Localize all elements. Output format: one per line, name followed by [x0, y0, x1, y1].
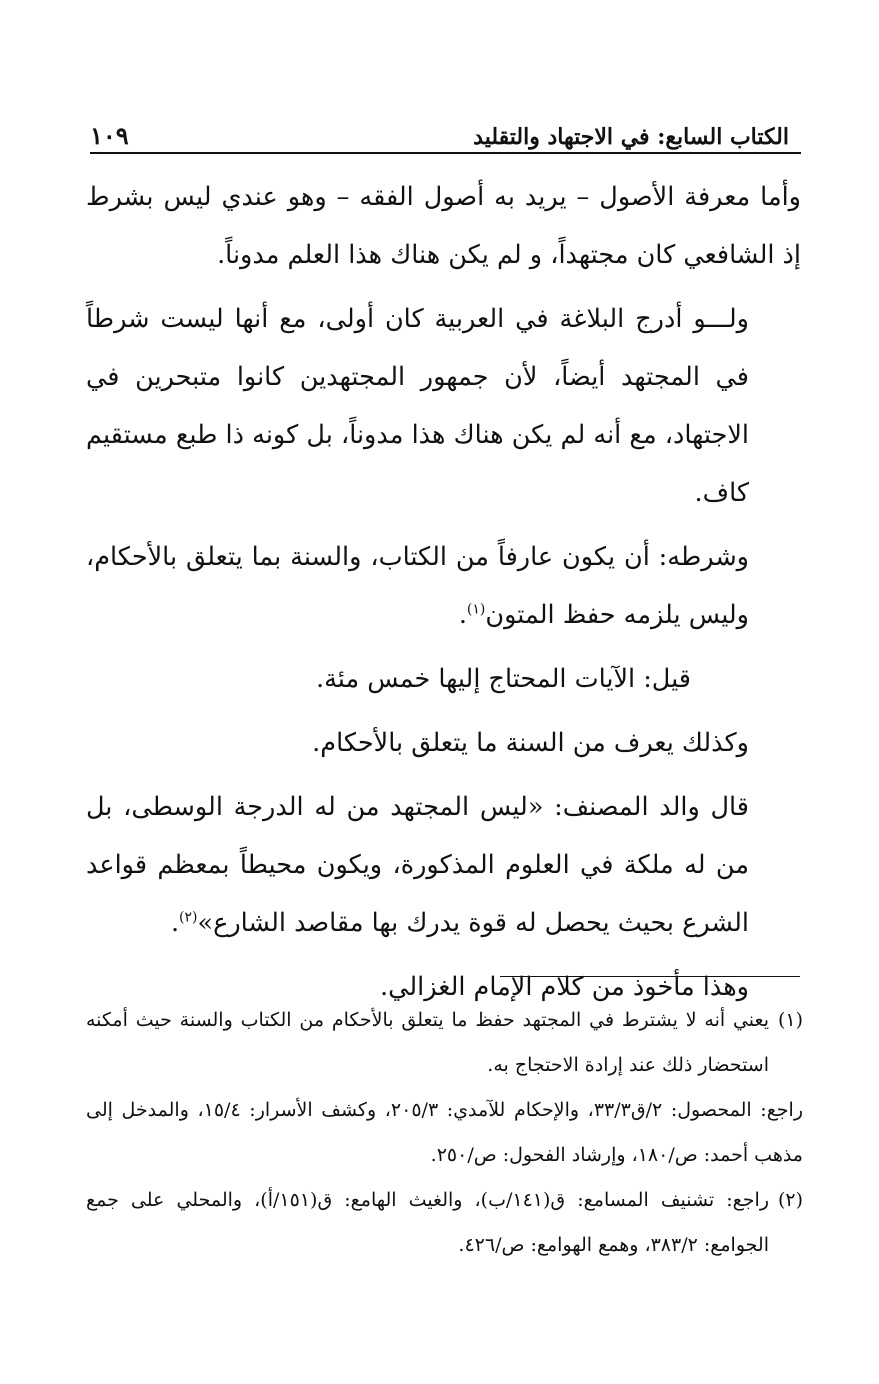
footnotes [86, 998, 803, 1268]
footnote-1-references: راجع: المحصول: ٢/ق٣٣/٣، والإحكام للآمدي: ٢٠٥/٣، وكشف الأسرار: ١٥/٤، والمدخل إلى مذهب أحمد: ص/١٨٠، وإرشاد الفحول: ص/٢٥٠. [86, 1099, 804, 1166]
paragraph-4: قيل: الآيات المحتاج إليها خمس مئة. [315, 664, 691, 694]
main-text [86, 168, 801, 1022]
paragraph-5: وكذلك يعرف من السنة ما يتعلق بالأحكام. [312, 728, 749, 758]
footnote-1 [86, 998, 803, 1088]
paragraph-6-end: . [170, 908, 180, 938]
footnote-2-label: (٢) [777, 1189, 803, 1211]
paragraph-1: وأما معرفة الأصول – يريد به أصول الفقه – وهو عندي ليس بشرط إذ الشافعي كان مجتهداً، و لم يكن هناك هذا العلم مدوناً. [86, 182, 801, 270]
footnote-separator [500, 976, 800, 977]
footnote-ref-1[interactable]: (١) [466, 601, 486, 618]
footnote-1-label: (١) [777, 1009, 803, 1031]
paragraph-3 [86, 528, 801, 644]
header-rule [90, 152, 801, 154]
paragraph-3-text: وشرطه: أن يكون عارفاً من الكتاب، والسنة بما يتعلق بالأحكام، وليس يلزمه حفظ المتون [86, 542, 749, 630]
paragraph-3-end: . [458, 600, 467, 630]
page-header [90, 104, 789, 150]
footnote-1-text: يعني أنه لا يشترط في المجتهد حفظ ما يتعلق بالأحكام من الكتاب والسنة حيث أمكنه استحضار ذلك عند إرادة الاحتجاج به. [86, 1009, 769, 1076]
paragraph-6 [86, 778, 801, 952]
footnote-ref-2[interactable]: (٢) [179, 909, 198, 926]
footnote-2 [86, 1178, 803, 1268]
paragraph-7: وهذا مأخوذ من كلام الإمام الغزالي. [380, 972, 749, 1002]
paragraph-2: ولـــو أدرج البلاغة في العربية كان أولى، مع أنها ليست شرطاً في المجتهد أيضاً، لأن جمهور المجتهدين كانوا متبحرين في الاجتهاد، مع أنه لم يكن هناك هذا مدوناً، بل كونه ذا طبع مستقيم كاف. [86, 304, 749, 508]
footnote-2-text: راجع: تشنيف المسامع: ق(١٤١/ب)، والغيث الهامع: ق(١٥١/أ)، والمحلي على جمع الجوامع: ٣٨٣/٢، وهمع الهوامع: ص/٤٢٦. [86, 1189, 769, 1256]
running-title: الكتاب السابع: في الاجتهاد والتقليد [473, 124, 789, 150]
paragraph-6-text: قال والد المصنف: «ليس المجتهد من له الدرجة الوسطى، بل من له ملكة في العلوم المذكورة، ويكون محيطاً بمعظم قواعد الشرع بحيث يحصل له قوة يدرك بها مقاصد الشارع» [86, 792, 749, 938]
page-number: ١٠٩ [90, 121, 129, 150]
